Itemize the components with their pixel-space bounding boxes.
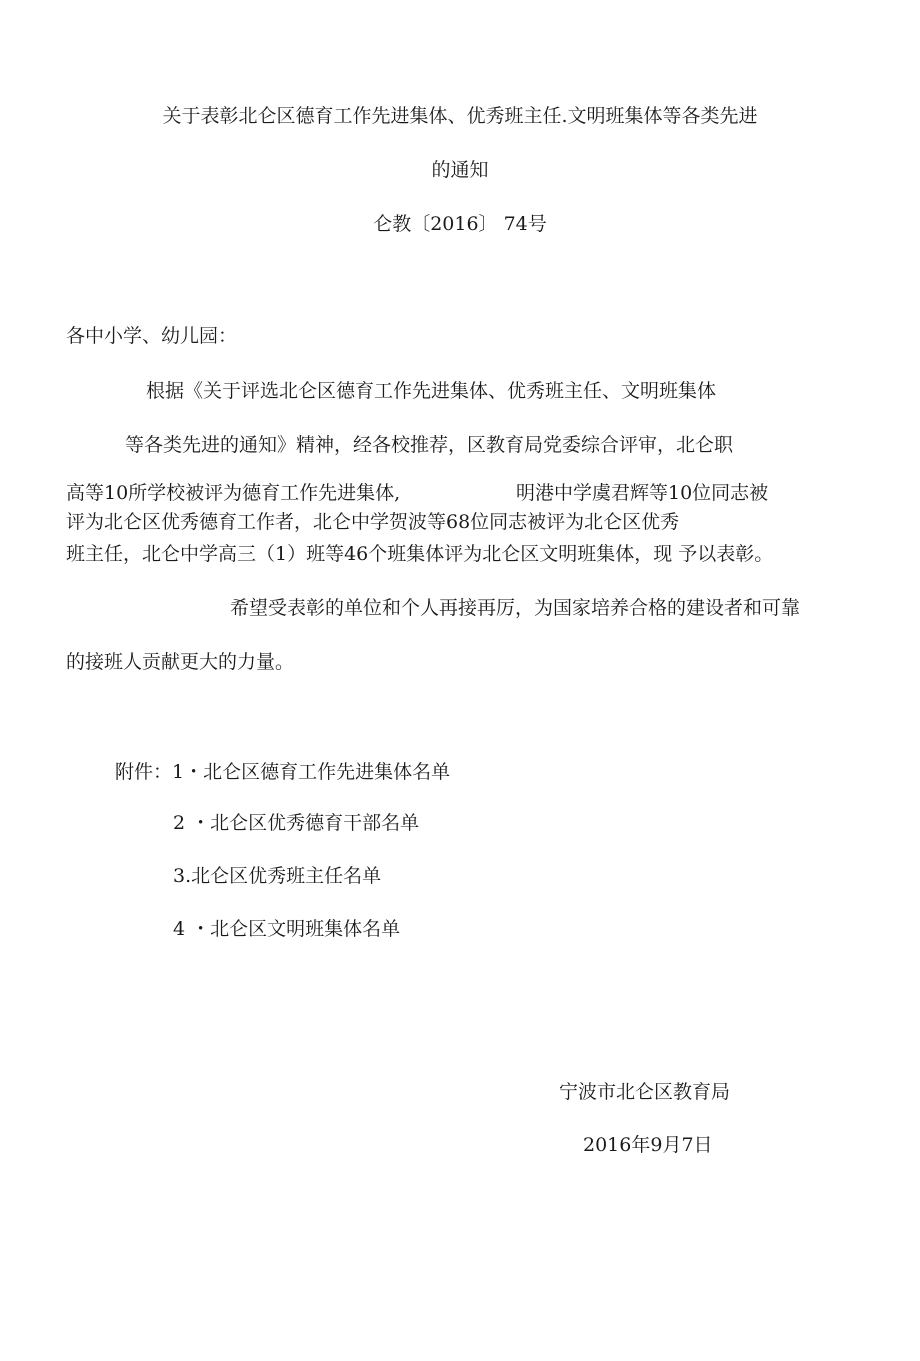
paragraph1-line3a: 高等10所学校被评为德育工作先进集体, (66, 482, 401, 504)
salutation: 各中小学、幼儿园： (66, 325, 238, 347)
paragraph1-line3b: 明港中学虞君辉等10位同志被 (516, 482, 769, 504)
document-title-line2: 的通知 (431, 159, 489, 181)
paragraph1-line5: 班主任，北仑中学高三（1）班等46个班集体评为北仑区文明班集体，现 予以表彰。 (66, 543, 774, 565)
document-title-line1: 关于表彰北仑区德育工作先进集体、优秀班主任.文明班集体等各类先进 (162, 105, 758, 127)
attachment-item-4: 4 ・北仑区文明班集体名单 (173, 918, 401, 940)
paragraph2-line1: 希望受表彰的单位和个人再接再厉，为国家培养合格的建设者和可靠 (230, 597, 801, 619)
attachment-item-2: 2 ・北仑区优秀德育干部名单 (173, 812, 420, 834)
attachment-item-1: 附件：1・北仑区德育工作先进集体名单 (115, 761, 451, 783)
paragraph1-line2: 等各类先进的通知》精神，经各校推荐，区教育局党委综合评审，北仑职 (125, 434, 734, 456)
signature-org: 宁波市北仑区教育局 (559, 1081, 731, 1103)
paragraph1-line4: 评为北仑区优秀德育工作者，北仑中学贺波等68位同志被评为北仑区优秀 (66, 511, 680, 533)
signature-date: 2016年9月7日 (583, 1134, 713, 1156)
paragraph1-line1: 根据《关于评选北仑区德育工作先进集体、优秀班主任、文明班集体 (146, 380, 717, 402)
attachment-item-3: 3.北仑区优秀班主任名单 (173, 865, 382, 887)
paragraph2-line2: 的接班人贡献更大的力量。 (66, 651, 295, 673)
document-number: 仑教〔2016〕 74号 (373, 213, 547, 235)
